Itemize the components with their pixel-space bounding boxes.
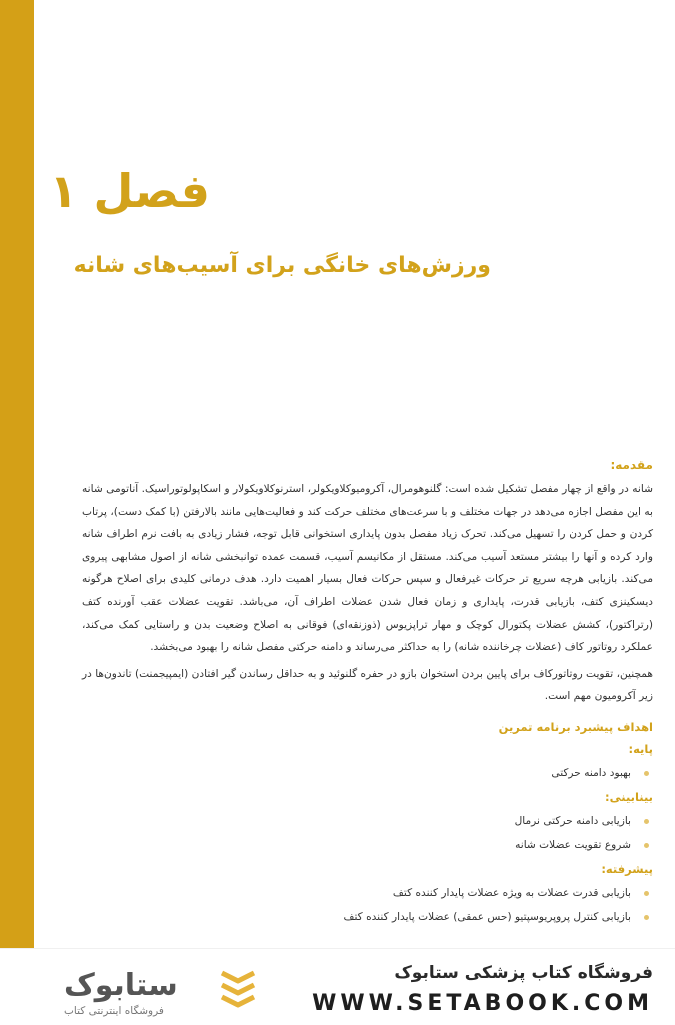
intro-paragraph-1: شانه در واقع از چهار مفصل تشکیل شده است: گلنوهومرال، آکرومیوکلاویکولر، استرنوکلاویکولار و اسکاپولوتوراسیک. آناتومی شانه به این مفصل اجازه می‌دهد در جهات مختلف و با سرعت‌های مختلف حرکت کند و فعالیت‌هایی مانند بالارفتن (با کمک دست)، پرتاب کردن و حمل کردن را تسهیل می‌کند. تحرک زیاد مفصل بدون پایداری استخوانی قابل توجه، فشار زیادی به بافت نرم اطراف شانه وارد کرده و آنها را بیشتر مستعد آسیب می‌کند. مستقل از مکانیسم آسیب، قسمت عمده توانبخشی شانه از اصول مشابهی پیروی می‌کند. بازیابی هرچه سریع تر حرکات غیرفعال و سپس حرکات فعال بسیار اهمیت دارد. هدف درمانی کلیدی برای اصلاح هرگونه دیسکینزی کتف، بازیابی قدرت، پایداری و زمان فعال شدن عضلات اطراف آن، می‌باشد. تقویت عضلات عقب آورنده کتف (رتراکتور)، کشش عضلات پکتورال کوچک و مهار تراپزیوس (ذوزنقه‌ای) فوقانی به اصلاح وضعیت بدن و راستایی کمک می‌کند، عملکرد روتاتور کاف (عضلات چرخاننده شانه) را به حداکثر می‌رساند و دامنه حرکتی مفصل شانه را بهبود می‌بخشد.	[82, 483, 653, 654]
bullet-icon	[644, 891, 649, 896]
level-advanced-label: پیشرفته:	[601, 861, 653, 876]
website-link[interactable]: WWW.SETABOOK.COM	[312, 991, 653, 1016]
list-item	[82, 882, 631, 904]
list-item-text: بازیابی کنترل پروپریوسپتیو (حس عمقی) عضلات پایدار کننده کتف	[343, 910, 631, 923]
level-basic-list	[82, 762, 653, 784]
intro-paragraph-2: همچنین، تقویت روتاتورکاف برای پایین بردن استخوان بازو در حفره گلنوئید و به حداقل رساندن گیر افتادن (ایمپیجمنت) تاندون‌ها در زیر آکرومیون مهم است.	[82, 667, 653, 703]
logo-subtitle: فروشگاه اینترنتی کتاب	[64, 1005, 164, 1017]
chapter-title: ورزش‌های خانگی برای آسیب‌های شانه	[73, 253, 491, 278]
store-logo[interactable]	[28, 959, 258, 1017]
store-name: فروشگاه کتاب پزشکی ستابوک	[394, 963, 653, 983]
list-item	[82, 810, 631, 832]
list-item-text: شروع تقویت عضلات شانه	[515, 838, 631, 851]
list-item	[82, 834, 631, 856]
list-item-text: بازیابی قدرت عضلات به ویژه عضلات پایدار کننده کتف	[392, 886, 631, 899]
level-intermediate-list	[82, 810, 653, 856]
bullet-icon	[644, 771, 649, 776]
bullet-icon	[644, 843, 649, 848]
footer-banner	[0, 948, 675, 1025]
bullet-icon	[644, 819, 649, 824]
side-gold-bar	[0, 0, 34, 948]
logo-chevron-icon	[218, 967, 258, 1011]
logo-wordmark: ستابوک	[64, 968, 178, 1003]
level-advanced-list	[82, 882, 653, 928]
list-item	[82, 762, 631, 784]
bullet-icon	[644, 915, 649, 920]
list-item-text: بازیابی دامنه حرکتی نرمال	[514, 814, 631, 827]
level-intermediate-label: بینابینی:	[605, 789, 653, 804]
list-item-text: بهبود دامنه حرکتی	[551, 766, 631, 779]
list-item	[82, 906, 631, 928]
chapter-number: فصل ۱	[49, 164, 210, 218]
level-basic-label: پایه:	[628, 741, 653, 756]
goals-title: اهداف پیشبرد برنامه تمرین	[498, 719, 653, 734]
chapter-content	[82, 456, 653, 930]
intro-heading: مقدمه:	[610, 458, 653, 472]
